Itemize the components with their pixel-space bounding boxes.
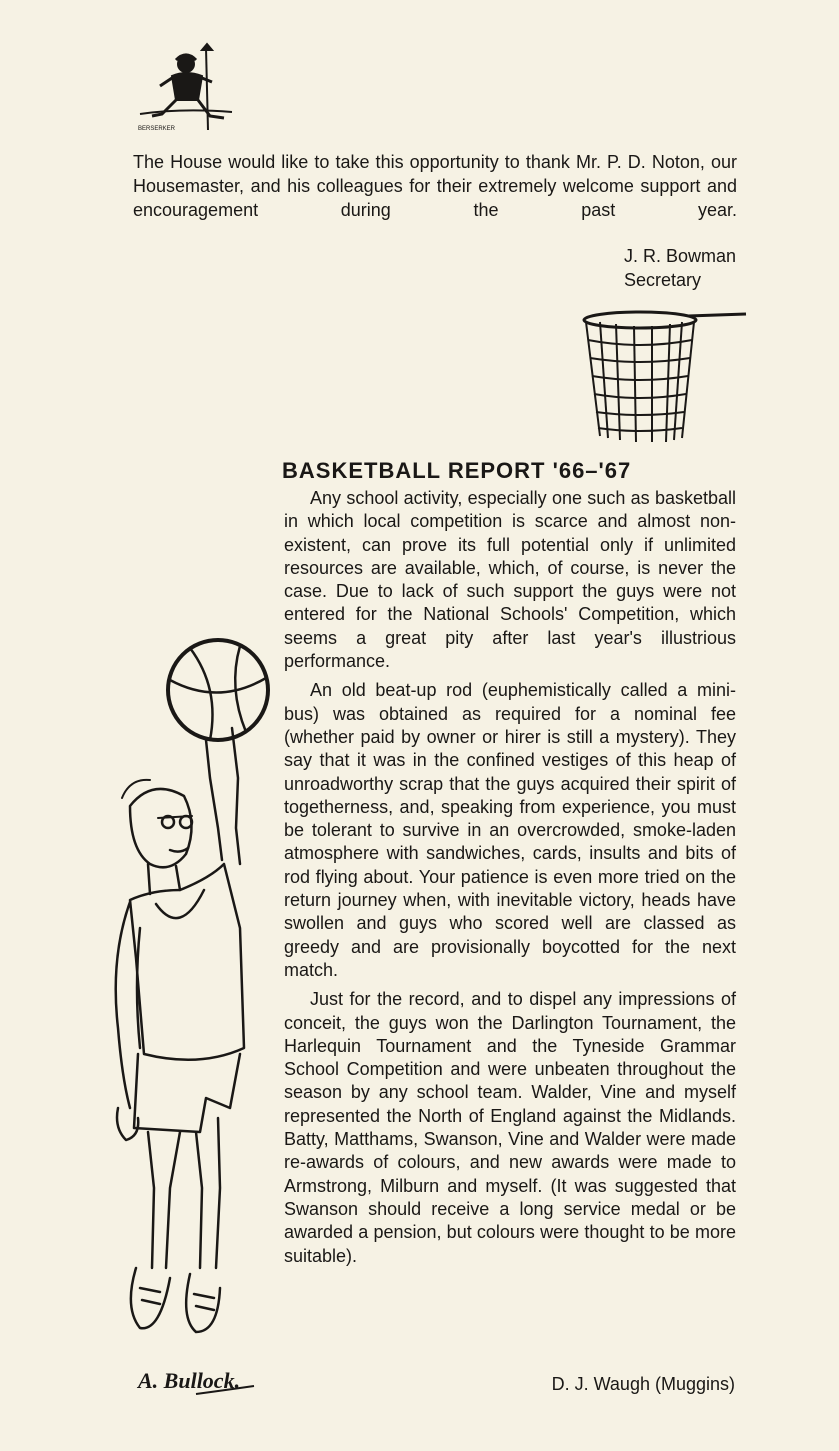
- figure-with-spear-icon: [132, 42, 242, 134]
- artist-signature-text: A. Bullock.: [138, 1368, 241, 1393]
- intro-paragraph: The House would like to take this opportunity to thank Mr. P. D. Noton, our Housemaster, and his colleagues for their extremely welcome support and encouragement during the past year.: [133, 152, 737, 220]
- logo-caption: BERSERKER: [138, 126, 176, 132]
- signature-name: J. R. Bowman: [623, 246, 736, 266]
- basketball-hoop-icon: [578, 306, 748, 456]
- intro-signature: [624, 244, 736, 292]
- article-paragraph: Just for the record, and to dispel any impressions of conceit, the guys won the Darlington Tournament, the Harlequin Tournament and the Tyneside Grammar School Competition and were unbeaten throughout the season by any school team. Walder, Vine and myself represented the North of England against the Midlands. Batty, Matthams, Swanson, Vine and Walder were made re-awards of colours, and new awards were made to Armstrong, Milburn and myself. (It was suggested that Swanson should receive a long service medal or be awarded a pension, but colours were thought to be more suitable).: [284, 989, 736, 1266]
- artist-signature: [136, 1360, 260, 1400]
- article-paragraph: An old beat-up rod (euphemistically called a mini-bus) was obtained as required for a nominal fee (whether paid by owner or hirer is still a mystery). They say that it was in the confined vestiges of this heap of unroadworthy scrap that the guys acquired their spirit of togetherness, and, speaking from experience, you must be tolerant to survive in an overcrowded, smoke-laden atmosphere with sandwiches, cards, insults and bits of rod flying about. Your patience is even more tried on the return journey when, with inevitable victory, heads have swollen and guys who scored well are classed as greedy and are provisionally boycotted for the next match.: [284, 680, 736, 980]
- article-heading: BASKETBALL REPORT '66–'67: [282, 458, 632, 483]
- article-paragraph: Any school activity, especially one such as basketball in which local competition is scarce and almost non-existent, can prove its full potential only if unlimited resources are available, which, of course, is never the case. Due to lack of such support the guys were not entered for the National Schools' Competition, which seems a great pity after last year's illustrious performance.: [284, 488, 736, 672]
- signature-title: Secretary: [623, 270, 701, 290]
- intro-section: [133, 150, 737, 246]
- basketball-player-icon: [100, 628, 280, 1348]
- article-body: [284, 487, 736, 1274]
- article-signature: D. J. Waugh (Muggins): [551, 1374, 735, 1394]
